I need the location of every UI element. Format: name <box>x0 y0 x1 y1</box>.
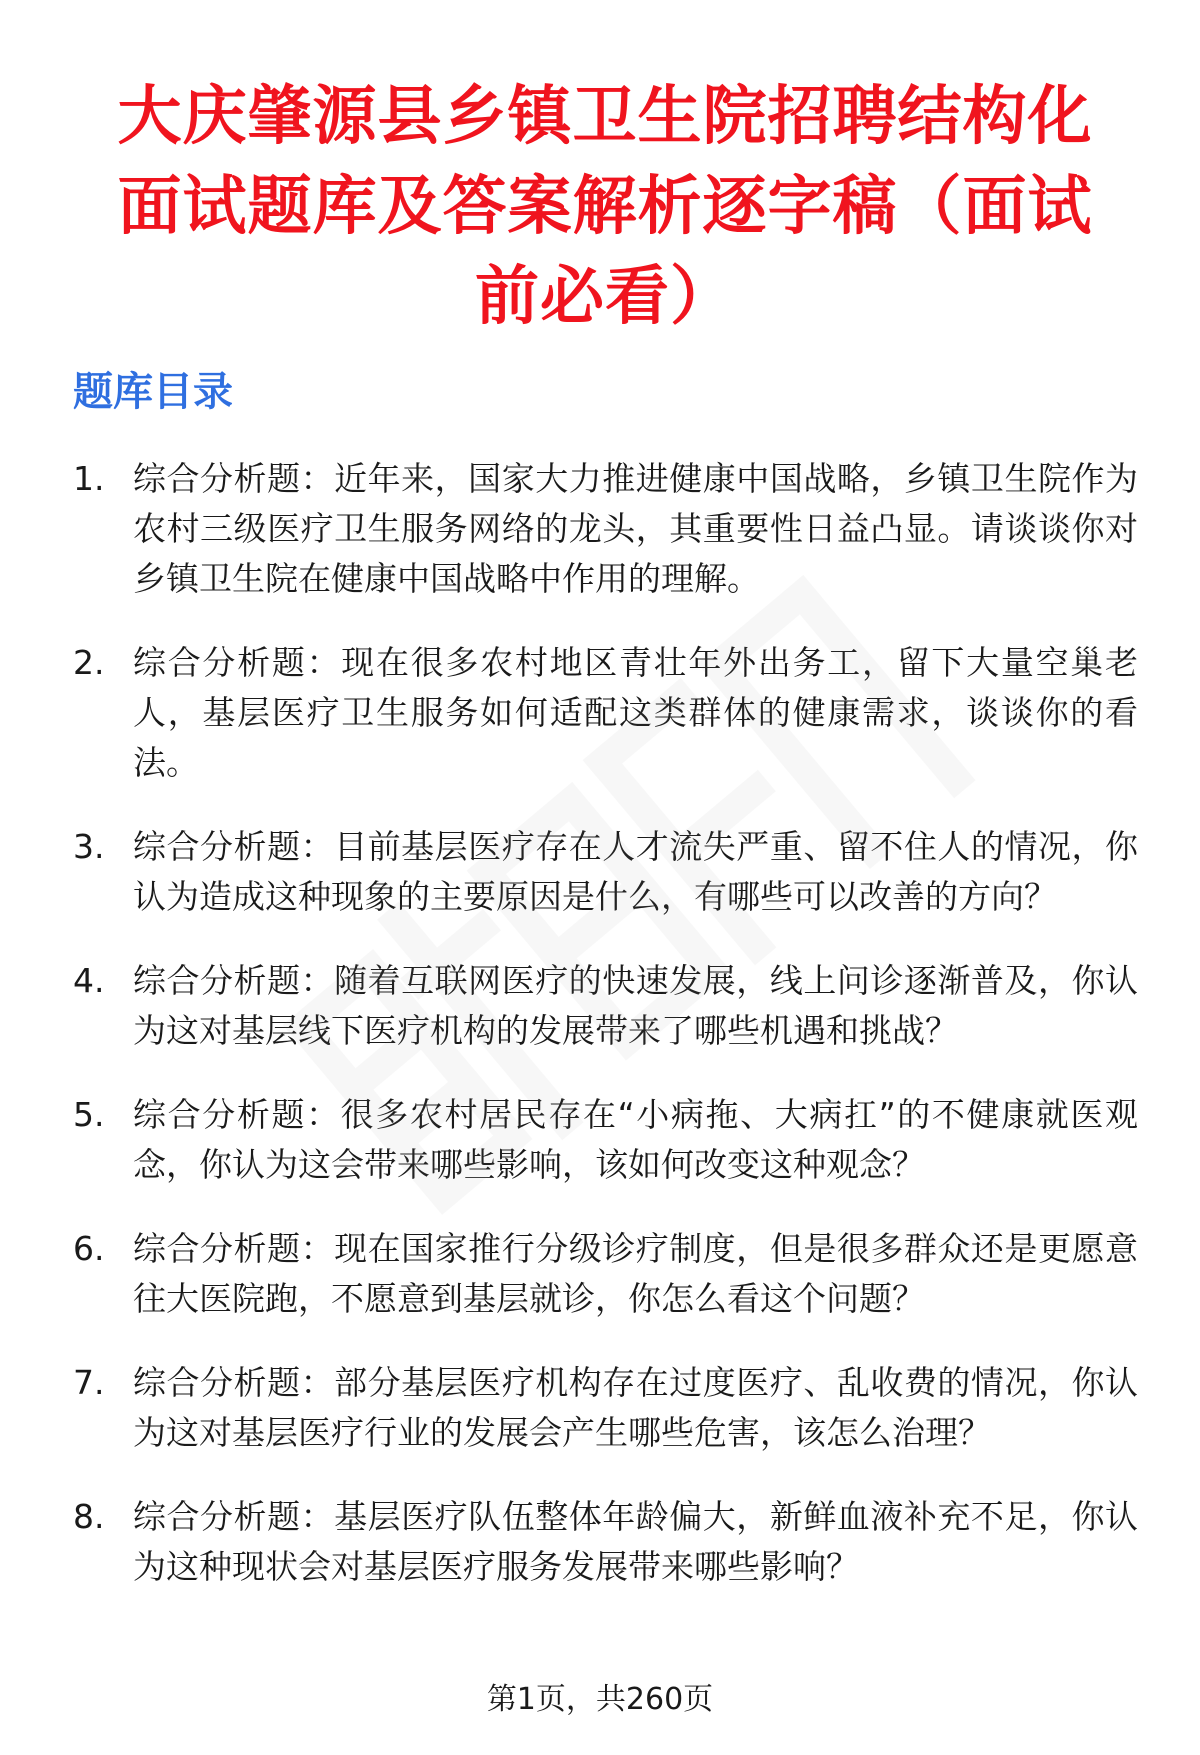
question-text: 综合分析题：近年来，国家大力推进健康中国战略，乡镇卫生院作为农村三级医疗卫生服务网络的龙头，其重要性日益凸显。请谈谈你对乡镇卫生院在健康中国战略中作用的理解。 <box>133 459 1138 598</box>
question-item <box>68 638 1138 788</box>
question-text: 综合分析题：随着互联网医疗的快速发展，线上问诊逐渐普及，你认为这对基层线下医疗机构的发展带来了哪些机遇和挑战？ <box>133 961 1138 1050</box>
question-text: 综合分析题：部分基层医疗机构存在过度医疗、乱收费的情况，你认为这对基层医疗行业的发展会产生哪些危害，该怎么治理？ <box>133 1363 1138 1452</box>
question-text: 综合分析题：现在很多农村地区青壮年外出务工，留下大量空巢老人，基层医疗卫生服务如何适配这类群体的健康需求，谈谈你的看法。 <box>133 643 1138 782</box>
question-text: 综合分析题：基层医疗队伍整体年龄偏大，新鲜血液补充不足，你认为这种现状会对基层医疗服务发展带来哪些影响？ <box>133 1497 1138 1586</box>
question-text: 综合分析题：现在国家推行分级诊疗制度，但是很多群众还是更愿意往大医院跑，不愿意到基层就诊，你怎么看这个问题？ <box>133 1229 1138 1318</box>
question-number: 6. <box>73 1229 105 1268</box>
question-number: 7. <box>73 1363 105 1402</box>
question-text: 综合分析题：很多农村居民存在“小病拖、大病扛”的不健康就医观念，你认为这会带来哪些影响，该如何改变这种观念？ <box>133 1095 1138 1184</box>
question-number: 3. <box>73 827 105 866</box>
question-number: 2. <box>73 643 105 682</box>
question-item <box>68 822 1138 922</box>
document-title: 大庆肇源县乡镇卫生院招聘结构化面试题库及答案解析逐字稿（面试前必看） <box>117 80 1093 334</box>
question-number: 4. <box>73 961 105 1000</box>
question-item <box>68 1224 1138 1324</box>
question-item <box>68 454 1138 604</box>
question-number: 5. <box>73 1095 105 1134</box>
question-text: 综合分析题：目前基层医疗存在人才流失严重、留不住人的情况，你认为造成这种现象的主要原因是什么，有哪些可以改善的方向？ <box>133 827 1138 916</box>
question-number: 8. <box>73 1497 105 1536</box>
question-number: 1. <box>73 459 105 498</box>
question-list <box>68 454 1138 1626</box>
question-item <box>68 1090 1138 1190</box>
page-footer: 第1页，共260页 <box>486 1682 714 1717</box>
toc-heading: 题库目录 <box>73 369 233 415</box>
question-item <box>68 1492 1138 1592</box>
question-item <box>68 1358 1138 1458</box>
question-item <box>68 956 1138 1056</box>
